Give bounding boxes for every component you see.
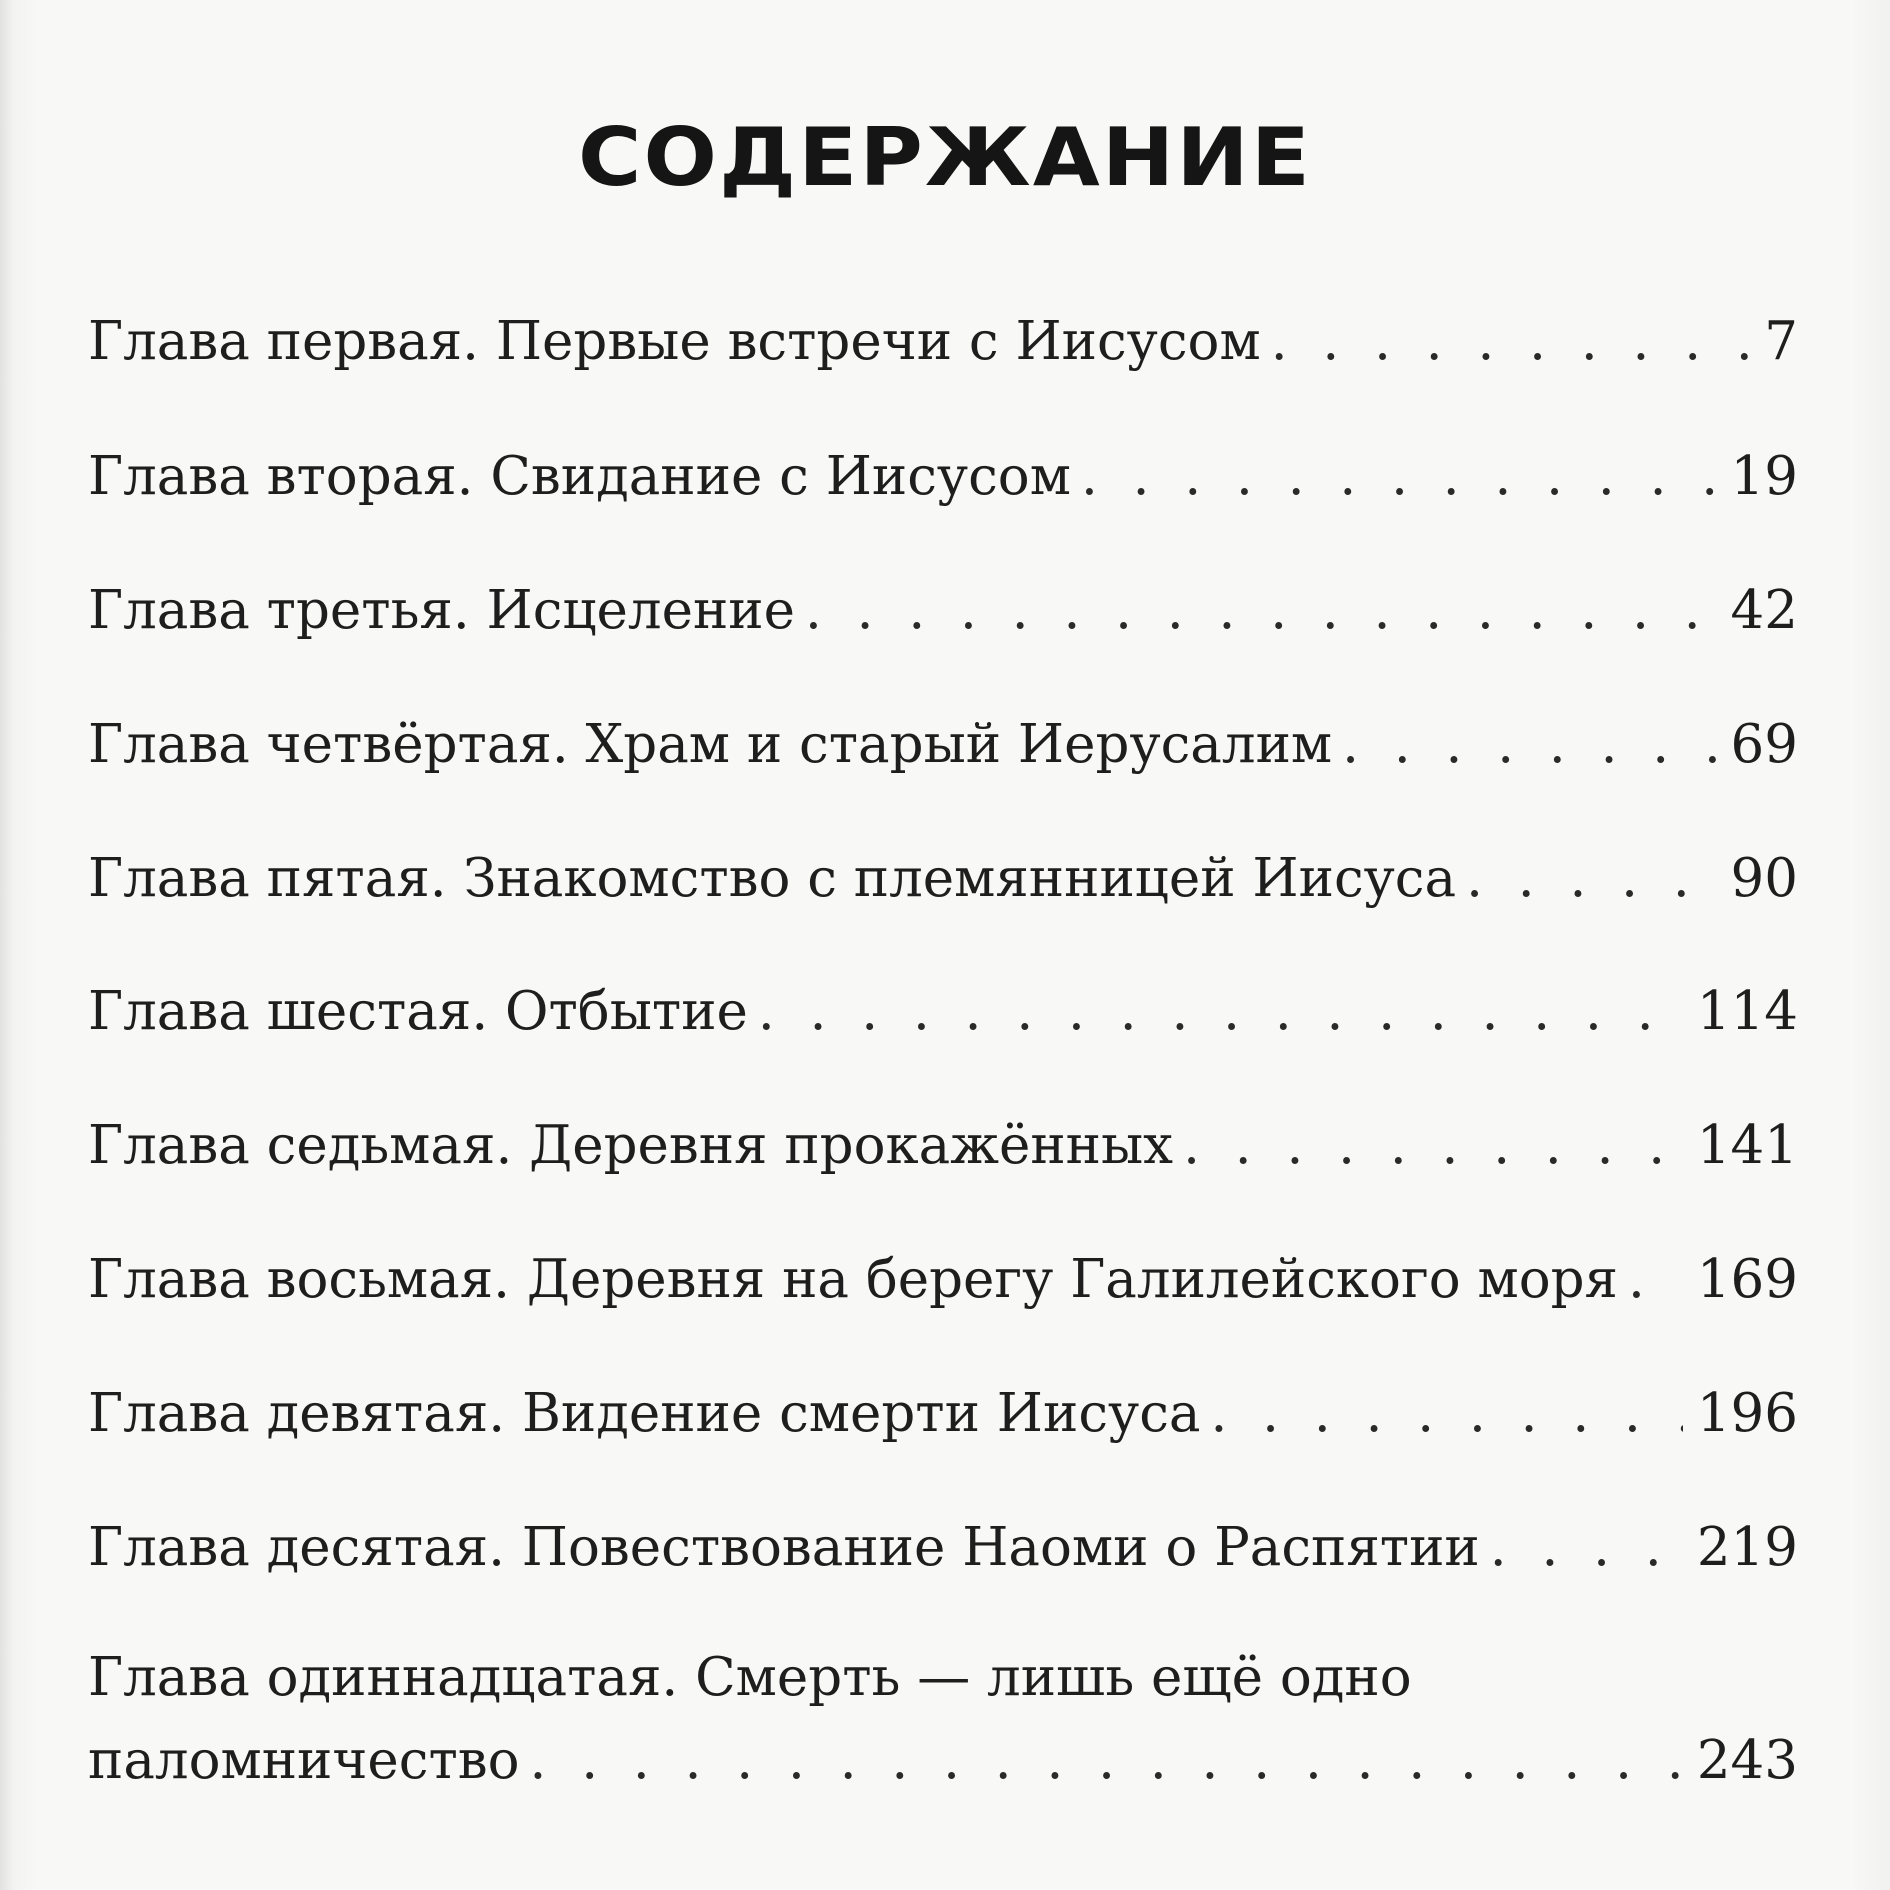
toc-entry-page: 7 [1764, 311, 1798, 372]
toc-entry [88, 1106, 1798, 1186]
toc-entry [88, 1721, 1798, 1801]
toc-entry-title: Глава седьмая. Деревня прокажённых [88, 1115, 1174, 1176]
page-title: СОДЕРЖАНИЕ [577, 111, 1313, 204]
toc-entry [88, 705, 1798, 785]
toc-entry-title: Глава восьмая. Деревня на берегу Галилейского моря [88, 1249, 1618, 1310]
toc-entry-title: Глава девятая. Видение смерти Иисуса [88, 1383, 1201, 1444]
toc-entry [88, 1508, 1798, 1588]
toc-entry-title: Глава третья. Исцеление [88, 580, 795, 641]
toc-leader-dots [1466, 839, 1716, 919]
toc-entry-page: 196 [1696, 1383, 1798, 1444]
toc-leader-dots [1628, 1240, 1683, 1320]
toc-leader-dots [1342, 705, 1716, 785]
toc-leader-dots [758, 972, 1683, 1052]
toc-entry-title: Глава десятая. Повествование Наоми о Распятии [88, 1517, 1480, 1578]
toc-entry [88, 437, 1798, 517]
toc-entry-page: 19 [1730, 446, 1798, 507]
toc-entry-title: Глава первая. Первые встречи с Иисусом [88, 311, 1261, 372]
toc-entry [88, 1374, 1798, 1454]
toc-entry-page: 42 [1730, 580, 1798, 641]
table-of-contents [88, 0, 1798, 1890]
toc-entry-page: 219 [1696, 1517, 1798, 1578]
toc-entry-title-line2: паломничество [88, 1730, 520, 1791]
toc-entry-title: Глава четвёртая. Храм и старый Иерусалим [88, 714, 1333, 775]
toc-entry-page: 90 [1730, 848, 1798, 909]
toc-entry-title: Глава пятая. Знакомство с племянницей Иисуса [88, 848, 1457, 909]
toc-leader-dots [1210, 1374, 1682, 1454]
toc-leader-dots [1081, 437, 1717, 517]
toc-entry-title-line1: Глава одиннадцатая. Смерть — лишь ещё одно [88, 1647, 1412, 1708]
toc-entry-page: 141 [1696, 1115, 1798, 1176]
toc-leader-dots [1271, 302, 1751, 382]
toc-entry-title: Глава шестая. Отбытие [88, 981, 748, 1042]
toc-entry-page: 114 [1696, 981, 1798, 1042]
toc-entry [88, 1240, 1798, 1320]
toc-entry [88, 571, 1798, 651]
toc-entry-page: 169 [1696, 1249, 1798, 1310]
toc-entry-page: 69 [1730, 714, 1798, 775]
toc-entry [88, 839, 1798, 919]
toc-leader-dots [1490, 1508, 1683, 1588]
toc-leader-dots [530, 1721, 1683, 1801]
toc-entry-title: Глава вторая. Свидание с Иисусом [88, 446, 1071, 507]
toc-leader-dots [1183, 1106, 1683, 1186]
toc-leader-dots [805, 571, 1717, 651]
toc-entry-page: 243 [1696, 1730, 1798, 1791]
toc-entry [88, 302, 1798, 382]
toc-entry [88, 972, 1798, 1052]
